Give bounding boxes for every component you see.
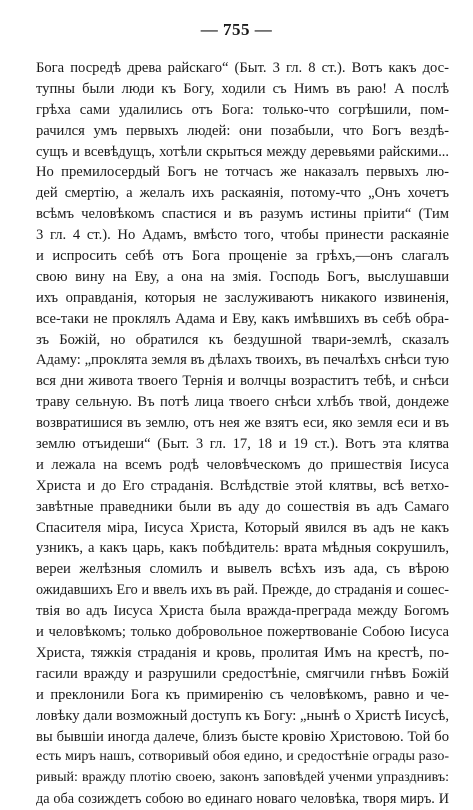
text-line: 3 гл. 4 ст.). Но Адамъ, вмѣсто того, чтобы принести раскаяніе <box>36 227 449 244</box>
text-line: гасили вражду и разрушили средостѣніе, смягчили гнѣвъ Божій <box>36 665 449 682</box>
text-line: ривый: вражду плотію своею, законъ заповѣдей ученми упразднивъ: <box>36 770 449 786</box>
text-line: ихъ оправданія, которыя не заслуживаютъ никакого извиненія, <box>36 289 449 306</box>
text-line: свою вину на Еву, а она на змія. Господь Богъ, выслушавши <box>36 268 449 285</box>
text-line: Бога посредѣ древа райскаго“ (Быт. 3 гл. 8 ст.). Вотъ какъ дос- <box>36 60 449 76</box>
text-line: тупны были люди къ Богу, ходили съ Нимъ въ раю! А послѣ <box>36 80 449 97</box>
text-line: завѣтные праведники были въ аду до сошествія въ адъ Самаго <box>36 498 449 515</box>
text-line: Адаму: „проклята земля въ дѣлахъ твоихъ, въ печалѣхъ снѣси тую <box>36 352 449 369</box>
text-line: Христа, тяжкія страданія и кровь, пролитая Имъ на крестѣ, по- <box>36 644 449 661</box>
text-line: Спасителя міра, Іисуса Христа, Который явился въ адъ не какъ <box>36 519 449 536</box>
text-line: да оба созиждетъ собою во единаго новаго человѣка, творя миръ. И <box>36 791 449 808</box>
text-line: есть миръ нашъ, сотворивый обоя едино, и средостѣніе ограды разо- <box>36 749 449 765</box>
text-line: Христа и до Его страданія. Вслѣдствіе этой клятвы, всѣ ветхо- <box>36 477 449 494</box>
text-line: траву сельную. Въ потѣ лица твоего снѣси хлѣбъ твой, дондеже <box>36 394 449 411</box>
text-line: грѣха сами удалились отъ Бога: только-что согрѣшили, пом- <box>36 101 449 118</box>
text-line: землю отъидеши“ (Быт. 3 гл. 17, 18 и 19 ст.). Вотъ эта клятва <box>36 436 449 453</box>
text-line: сущъ и всевѣдущъ, хотѣли скрыться между деревьями райскими... <box>36 143 449 160</box>
text-line: дей смертію, а желалъ ихъ раскаянія, потому-что „Онъ хочетъ <box>36 185 449 202</box>
text-line: и испросить себѣ отъ Бога прощеніе за грѣхъ,—онъ слагалъ <box>36 248 449 265</box>
text-line: вы бывшіи иногда далече, близъ бысте кровію Христовою. Той бо <box>36 728 449 745</box>
text-line: и преклонили Бога къ примиренію съ человѣкомъ, равно и че- <box>36 686 449 703</box>
text-line: рачился умъ первыхъ людей: они позабыли, что Богъ вездѣ- <box>36 122 449 139</box>
body-text <box>36 58 449 810</box>
text-line: зъ Божій, но обратился къ бездушной твари-землѣ, сказалъ <box>36 331 449 348</box>
text-line: все-таки не проклялъ Адама и Еву, какъ имѣвшихъ въ себѣ обра- <box>36 310 449 327</box>
text-line: твія во адъ Іисуса Христа была вражда-преграда между Богомъ <box>36 603 449 620</box>
text-line: и человѣкомъ; только добровольное пожертвованіе Собою Іисуса <box>36 624 449 641</box>
text-line: узникъ, а какъ царь, какъ побѣдитель: врата мѣдныя сокрушилъ, <box>36 540 449 557</box>
text-line: ожидавшихъ Его и ввелъ ихъ въ рай. Прежде, до страданія и сошес- <box>36 582 449 599</box>
text-line: возвратишися въ землю, отъ нея же взятъ еси, яко земля еси и въ <box>36 415 449 432</box>
text-line: вся дни живота твоего Тернія и волчцы возраститъ тебѣ, и снѣси <box>36 373 449 390</box>
text-line: Но премилосердый Богъ не тотчасъ же наказалъ первыхъ лю- <box>36 164 449 181</box>
text-line: и лежала на всемъ родѣ человѣческомъ до пришествія Іисуса <box>36 456 449 473</box>
text-line: всѣмъ человѣкомъ спастися и въ разумъ истины пріити“ (Тим <box>36 206 449 223</box>
page-number: — 755 — <box>200 20 273 39</box>
text-line: вереи желѣзныя сломилъ и вывелъ всѣхъ изъ ада, съ вѣрою <box>36 561 449 578</box>
text-line: ловѣку дали возможный доступъ къ Богу: „нынѣ о Христѣ Іисусѣ, <box>36 707 449 724</box>
